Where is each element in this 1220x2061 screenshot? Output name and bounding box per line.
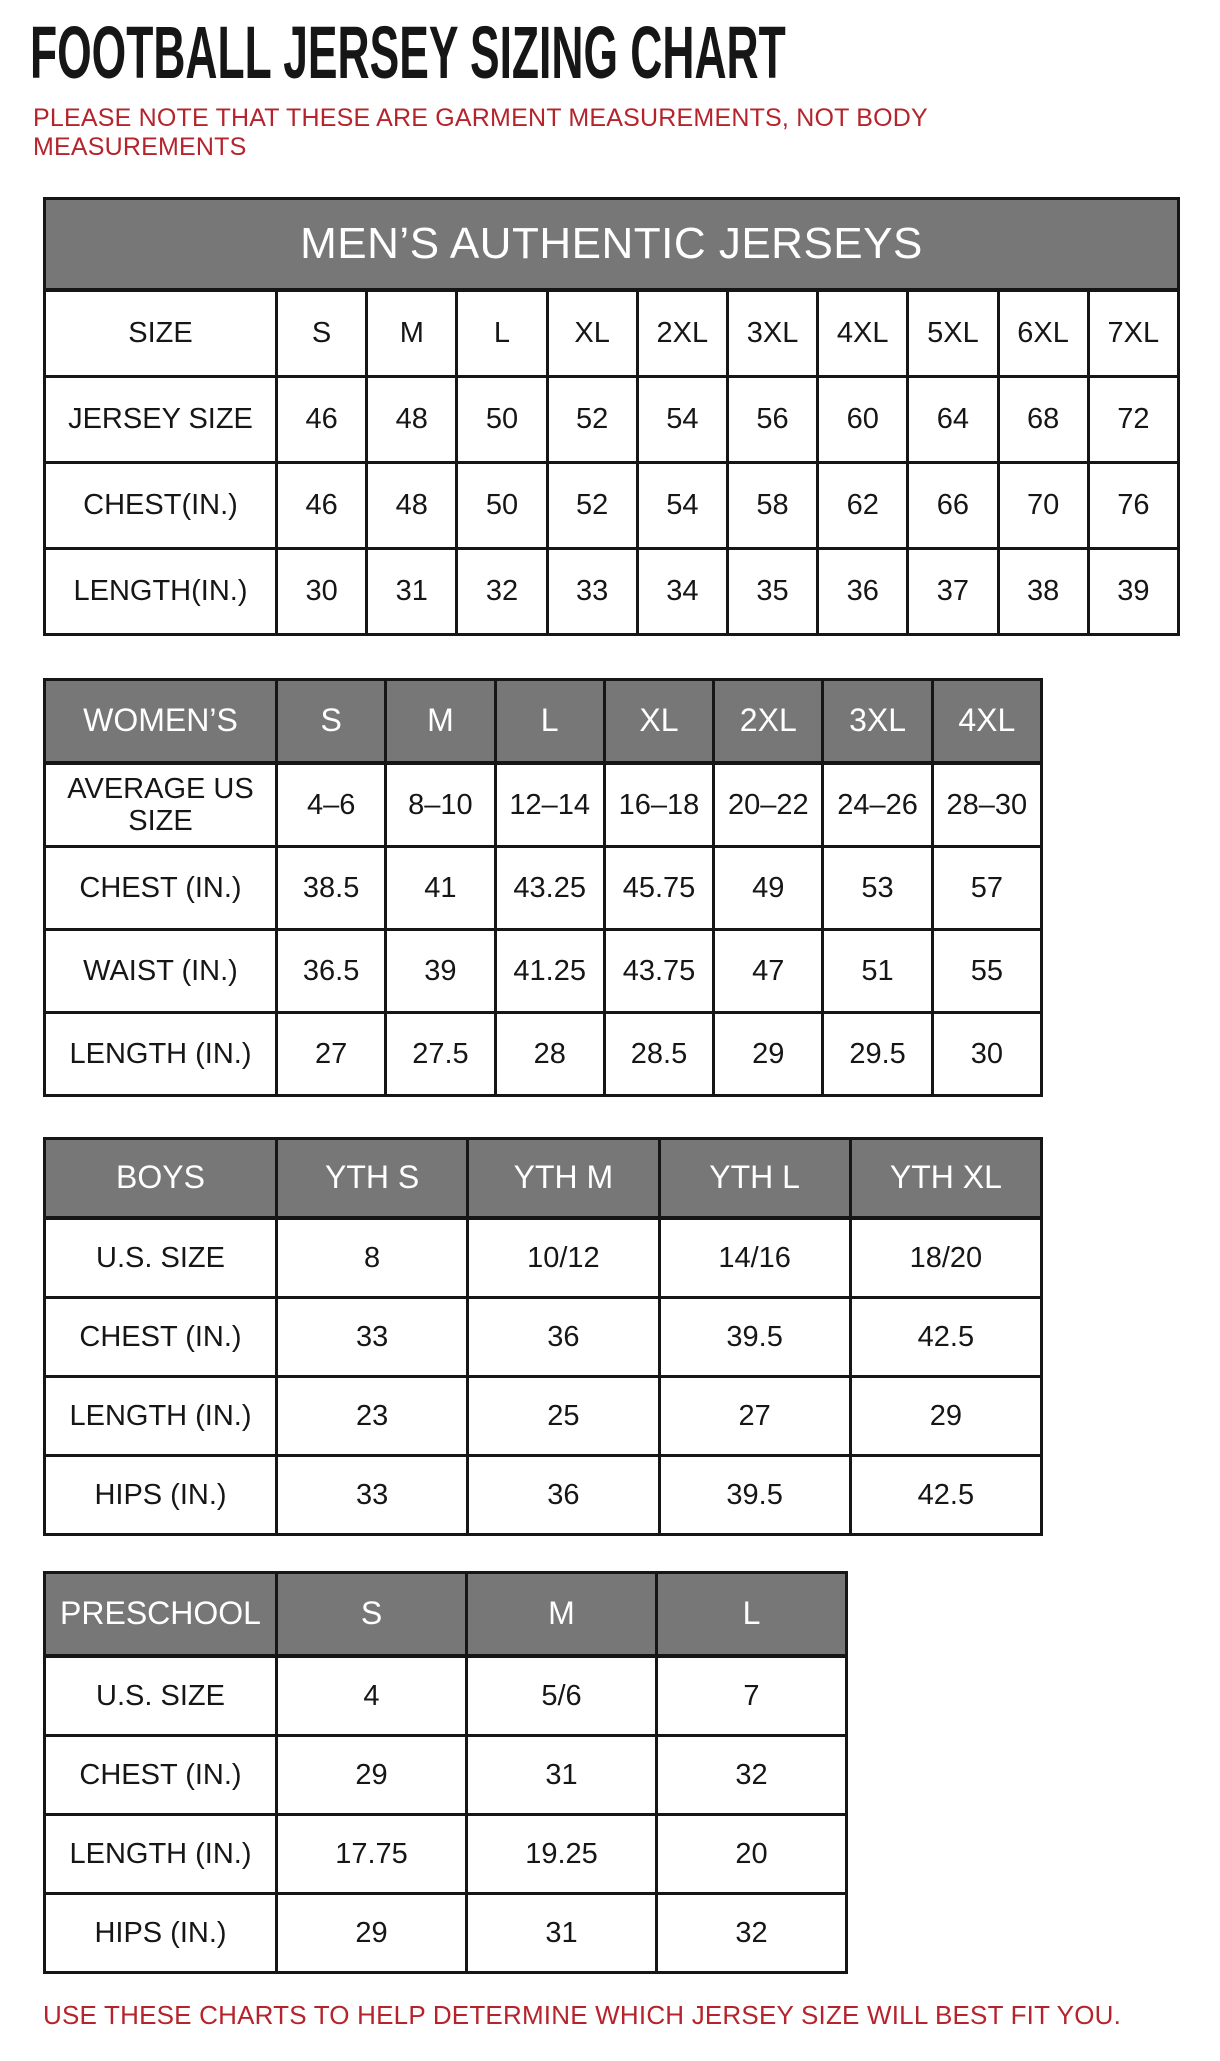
size-value-cell: 29 (714, 1013, 823, 1096)
row-label: CHEST(IN.) (45, 463, 277, 549)
table-row (45, 1815, 847, 1894)
row-label: LENGTH (IN.) (45, 1815, 277, 1894)
size-value-cell: 52 (547, 463, 637, 549)
column-header-row (45, 1573, 847, 1657)
table-row (45, 1218, 1042, 1298)
size-value-cell: 72 (1088, 377, 1178, 463)
column-header: 5XL (908, 290, 998, 377)
column-header: L (657, 1573, 847, 1657)
size-value-cell: 39.5 (659, 1298, 850, 1377)
column-header: 3XL (727, 290, 817, 377)
size-value-cell: 12–14 (495, 763, 604, 847)
size-value-cell: 27.5 (386, 1013, 495, 1096)
boys-sizing-table (43, 1137, 1043, 1536)
size-value-cell: 42.5 (850, 1456, 1041, 1535)
row-label: HIPS (IN.) (45, 1456, 277, 1535)
mens-authentic-jerseys-table (43, 197, 1180, 636)
size-value-cell: 57 (932, 847, 1041, 930)
table-title-row (45, 199, 1179, 291)
size-value-cell: 29.5 (823, 1013, 932, 1096)
table-header-label: BOYS (45, 1139, 277, 1219)
table-header-label: PRESCHOOL (45, 1573, 277, 1657)
size-value-cell: 10/12 (468, 1218, 659, 1298)
size-value-cell: 54 (637, 463, 727, 549)
column-header: L (495, 680, 604, 764)
size-row-label: SIZE (45, 290, 277, 377)
table-row (45, 1456, 1042, 1535)
column-header: S (277, 680, 386, 764)
size-value-cell: 30 (932, 1013, 1041, 1096)
size-value-cell: 29 (277, 1894, 467, 1973)
table-row (45, 377, 1179, 463)
size-value-cell: 36.5 (277, 930, 386, 1013)
column-header: 7XL (1088, 290, 1178, 377)
table-row (45, 1656, 847, 1736)
row-label: CHEST (IN.) (45, 847, 277, 930)
size-value-cell: 45.75 (604, 847, 713, 930)
size-value-cell: 34 (637, 549, 727, 635)
size-value-cell: 51 (823, 930, 932, 1013)
size-value-cell: 33 (277, 1456, 468, 1535)
size-value-cell: 31 (367, 549, 457, 635)
size-value-cell: 62 (818, 463, 908, 549)
column-header: 2XL (637, 290, 727, 377)
table-row (45, 847, 1042, 930)
size-value-cell: 55 (932, 930, 1041, 1013)
row-label: JERSEY SIZE (45, 377, 277, 463)
column-header: YTH XL (850, 1139, 1041, 1219)
size-value-cell: 17.75 (277, 1815, 467, 1894)
size-value-cell: 31 (467, 1894, 657, 1973)
table-row (45, 1377, 1042, 1456)
row-label: LENGTH (IN.) (45, 1013, 277, 1096)
footer-note: USE THESE CHARTS TO HELP DETERMINE WHICH JERSEY SIZE WILL BEST FIT YOU. (43, 2000, 1122, 2030)
size-value-cell: 4 (277, 1656, 467, 1736)
size-value-cell: 39.5 (659, 1456, 850, 1535)
size-value-cell: 41.25 (495, 930, 604, 1013)
size-value-cell: 32 (657, 1736, 847, 1815)
size-value-cell: 64 (908, 377, 998, 463)
size-value-cell: 58 (727, 463, 817, 549)
column-header: 4XL (818, 290, 908, 377)
preschool-sizing-table (43, 1571, 848, 1974)
size-value-cell: 36 (818, 549, 908, 635)
size-value-cell: 29 (277, 1736, 467, 1815)
column-header: XL (547, 290, 637, 377)
column-header: XL (604, 680, 713, 764)
column-header: M (386, 680, 495, 764)
size-value-cell: 37 (908, 549, 998, 635)
table-row (45, 1736, 847, 1815)
row-label: HIPS (IN.) (45, 1894, 277, 1973)
row-label: LENGTH(IN.) (45, 549, 277, 635)
size-value-cell: 23 (277, 1377, 468, 1456)
size-value-cell: 46 (277, 377, 367, 463)
size-value-cell: 19.25 (467, 1815, 657, 1894)
table-row (45, 549, 1179, 635)
size-value-cell: 28–30 (932, 763, 1041, 847)
row-label: CHEST (IN.) (45, 1298, 277, 1377)
size-value-cell: 24–26 (823, 763, 932, 847)
size-value-cell: 20–22 (714, 763, 823, 847)
table-row (45, 763, 1042, 847)
size-value-cell: 50 (457, 377, 547, 463)
size-value-cell: 8 (277, 1218, 468, 1298)
size-value-cell: 36 (468, 1298, 659, 1377)
row-label: AVERAGE US SIZE (45, 763, 277, 847)
size-value-cell: 27 (277, 1013, 386, 1096)
size-value-cell: 20 (657, 1815, 847, 1894)
size-value-cell: 30 (277, 549, 367, 635)
column-header: 2XL (714, 680, 823, 764)
size-value-cell: 18/20 (850, 1218, 1041, 1298)
size-value-cell: 36 (468, 1456, 659, 1535)
page-title (30, 11, 1192, 94)
table-header-label: WOMEN’S (45, 680, 277, 764)
row-label: U.S. SIZE (45, 1218, 277, 1298)
column-header: 3XL (823, 680, 932, 764)
column-header-row (45, 290, 1179, 377)
size-value-cell: 35 (727, 549, 817, 635)
size-value-cell: 38 (998, 549, 1088, 635)
size-value-cell: 66 (908, 463, 998, 549)
size-value-cell: 54 (637, 377, 727, 463)
size-value-cell: 48 (367, 377, 457, 463)
size-value-cell: 68 (998, 377, 1088, 463)
size-value-cell: 39 (1088, 549, 1178, 635)
size-value-cell: 60 (818, 377, 908, 463)
size-value-cell: 32 (657, 1894, 847, 1973)
table-row (45, 1894, 847, 1973)
column-header: 4XL (932, 680, 1041, 764)
size-value-cell: 48 (367, 463, 457, 549)
size-value-cell: 33 (277, 1298, 468, 1377)
column-header: S (277, 290, 367, 377)
size-value-cell: 41 (386, 847, 495, 930)
column-header-row (45, 680, 1042, 764)
size-value-cell: 4–6 (277, 763, 386, 847)
size-value-cell: 52 (547, 377, 637, 463)
size-value-cell: 16–18 (604, 763, 713, 847)
size-value-cell: 31 (467, 1736, 657, 1815)
row-label: CHEST (IN.) (45, 1736, 277, 1815)
size-value-cell: 56 (727, 377, 817, 463)
row-label: WAIST (IN.) (45, 930, 277, 1013)
size-value-cell: 39 (386, 930, 495, 1013)
size-value-cell: 70 (998, 463, 1088, 549)
column-header: S (277, 1573, 467, 1657)
column-header: YTH M (468, 1139, 659, 1219)
row-label: LENGTH (IN.) (45, 1377, 277, 1456)
size-value-cell: 33 (547, 549, 637, 635)
column-header: YTH L (659, 1139, 850, 1219)
size-value-cell: 8–10 (386, 763, 495, 847)
column-header: M (467, 1573, 657, 1657)
page-title-text: FOOTBALL JERSEY SIZING CHART (30, 11, 786, 94)
size-value-cell: 76 (1088, 463, 1178, 549)
size-value-cell: 38.5 (277, 847, 386, 930)
size-value-cell: 28 (495, 1013, 604, 1096)
size-value-cell: 49 (714, 847, 823, 930)
size-value-cell: 14/16 (659, 1218, 850, 1298)
size-value-cell: 7 (657, 1656, 847, 1736)
column-header: M (367, 290, 457, 377)
size-value-cell: 28.5 (604, 1013, 713, 1096)
size-value-cell: 43.25 (495, 847, 604, 930)
size-value-cell: 32 (457, 549, 547, 635)
column-header: L (457, 290, 547, 377)
table-row (45, 1013, 1042, 1096)
womens-sizing-table (43, 678, 1043, 1097)
column-header: YTH S (277, 1139, 468, 1219)
size-value-cell: 47 (714, 930, 823, 1013)
size-value-cell: 43.75 (604, 930, 713, 1013)
size-value-cell: 46 (277, 463, 367, 549)
row-label: U.S. SIZE (45, 1656, 277, 1736)
size-value-cell: 50 (457, 463, 547, 549)
size-value-cell: 25 (468, 1377, 659, 1456)
column-header-row (45, 1139, 1042, 1219)
size-value-cell: 5/6 (467, 1656, 657, 1736)
size-value-cell: 53 (823, 847, 932, 930)
size-value-cell: 29 (850, 1377, 1041, 1456)
size-value-cell: 27 (659, 1377, 850, 1456)
table-row (45, 930, 1042, 1013)
table-row (45, 1298, 1042, 1377)
column-header: 6XL (998, 290, 1088, 377)
garment-measurements-note: PLEASE NOTE THAT THESE ARE GARMENT MEASUREMENTS, NOT BODY MEASUREMENTS (33, 104, 928, 161)
size-value-cell: 42.5 (850, 1298, 1041, 1377)
table-row (45, 463, 1179, 549)
table-title-bar: MEN’S AUTHENTIC JERSEYS (45, 199, 1179, 291)
